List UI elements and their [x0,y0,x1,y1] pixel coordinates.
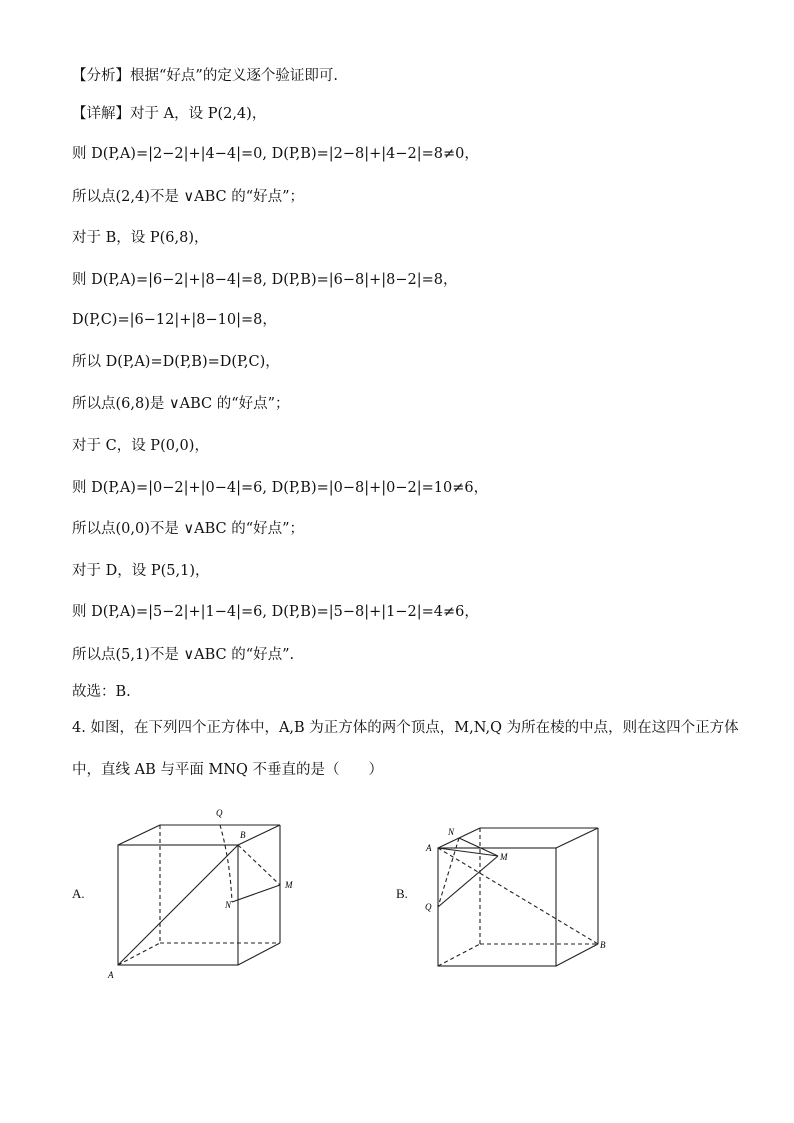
label-q: Q [425,902,432,912]
answer-line: 故选：B. [72,684,131,700]
cube-figure-b [420,820,620,970]
detail-intro-line: 【详解】对于 A，设 P(2,4)， [72,106,267,122]
line-ab-b [438,848,598,944]
case-b-calculation-2: D(P,C)=|6−12|+|8−10|=8， [72,312,277,328]
case-c-calculation: 则 D(P,A)=|0−2|+|0−4|=6, D(P,B)=|0−8|+|0−2|=10≠6， [72,480,489,496]
question-4-line-2: 中，直线 AB 与平面 MNQ 不垂直的是（ ） [72,762,383,778]
analysis-line: 【分析】根据“好点”的定义逐个验证即可. [72,68,338,84]
label-m: M [500,852,508,862]
cube-b-front-face [438,848,556,966]
case-d-calculation: 则 D(P,A)=|5−2|+|1−4|=6, D(P,B)=|5−8|+|1−2|=4≠6， [72,604,479,620]
label-a: A [426,843,432,853]
case-d-intro: 对于 D，设 P(5,1)， [72,563,210,579]
option-a-label: A. [72,886,85,901]
label-a: A [108,970,114,980]
case-c-conclusion: 所以点(0,0)不是 ∨ABC 的“好点”； [72,521,305,537]
label-b: B [600,940,606,950]
label-q: Q [216,808,223,818]
case-d-conclusion: 所以点(5,1)不是 ∨ABC 的“好点”. [72,647,295,663]
case-a-calculation: 则 D(P,A)=|2−2|+|4−4|=0, D(P,B)=|2−8|+|4−2|=8≠0， [72,146,479,162]
case-a-conclusion: 所以点(2,4)不是 ∨ABC 的“好点”； [72,189,305,205]
line-ab-a [118,845,238,965]
case-b-equality: 所以 D(P,A)=D(P,B)=D(P,C)， [72,354,280,370]
option-b-label: B. [396,886,408,901]
question-4-line-1: 4. 如图，在下列四个正方体中，A,B 为正方体的两个顶点，M,N,Q 为所在棱的中点，则在这四个正方体 [72,720,739,736]
cube-figure-a [100,800,310,985]
label-m: M [285,880,293,890]
label-b: B [240,830,246,840]
case-b-calculation-1: 则 D(P,A)=|6−2|+|8−4|=8, D(P,B)=|6−8|+|8−2|=8， [72,272,458,288]
case-b-conclusion: 所以点(6,8)是 ∨ABC 的“好点”； [72,396,290,412]
label-n: N [225,900,232,910]
case-c-intro: 对于 C，设 P(0,0)， [72,438,209,454]
case-b-intro: 对于 B，设 P(6,8)， [72,230,209,246]
label-n: N [448,827,455,837]
